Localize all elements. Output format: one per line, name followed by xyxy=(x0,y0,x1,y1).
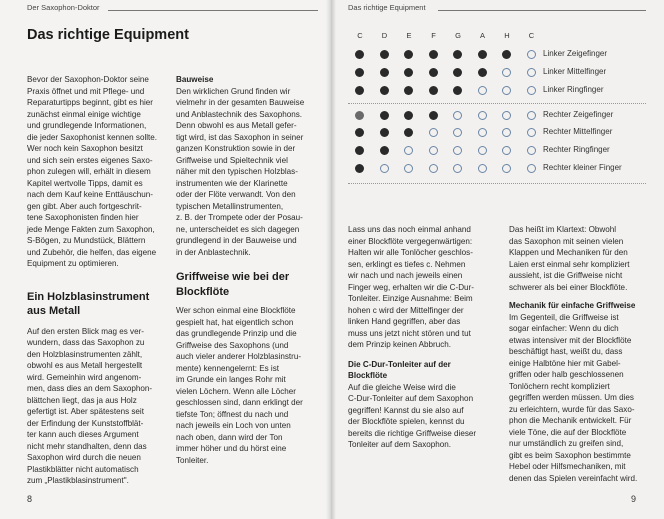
text-line: Halten wir alle Tonlöcher geschlos- xyxy=(348,248,473,257)
text-line: wundern, dass das Saxophon zu xyxy=(27,338,145,347)
tone-hole-open xyxy=(502,164,511,173)
text-line: Klappen und Mechaniken für den xyxy=(509,248,628,257)
right-page xyxy=(330,0,664,519)
tone-hole-open xyxy=(429,128,438,137)
text-line: ne, unterscheidet es sich dagegen xyxy=(176,224,300,234)
tone-hole-open xyxy=(478,86,487,95)
subheading-mechanik: Mechanik für einfache Griffweise xyxy=(509,301,636,310)
text-line: grundlegend in der Bauweise und xyxy=(176,236,297,245)
text-line: Das heißt im Klartext: Obwohl xyxy=(509,225,617,234)
subheading-bauweise: Bauweise xyxy=(176,75,214,84)
text-line: beschäftigt hast, weißt du, dass xyxy=(509,347,623,356)
tone-hole-open xyxy=(429,146,438,155)
tone-hole-closed xyxy=(453,50,462,59)
tone-hole-closed xyxy=(380,50,389,59)
text-line: schwerer als bei einer Blockflöte. xyxy=(509,282,628,292)
text-line: gen gibt. Aber auch fortgeschrit- xyxy=(27,201,142,211)
text-line: sogar einfacher: Wenn du dich xyxy=(509,324,619,333)
tone-hole-closed xyxy=(380,146,389,155)
text-line: Wer schon einmal eine Blockflöte xyxy=(176,306,296,315)
text-line: denen das Spielen vereinfacht wird. xyxy=(509,473,638,483)
book-spine-shadow xyxy=(326,0,336,519)
tone-hole-open xyxy=(527,50,536,59)
tone-hole-closed xyxy=(380,68,389,77)
text-line: Tonleiter auf dem Saxophon. xyxy=(348,440,452,449)
running-head-left: Der Saxophon-Doktor xyxy=(27,3,100,12)
text-line: zunächst einmal einige wichtige xyxy=(27,109,141,119)
text-line: nach jeweils ein Loch von unten xyxy=(176,421,291,430)
text-line: Kapitel wertvolle Tipps, damit es xyxy=(27,178,143,188)
tone-hole-closed xyxy=(380,86,389,95)
text-line: wir nach und nach jeweils einen xyxy=(348,271,463,280)
text-line: einige Halbtöne hier mit Gabel- xyxy=(509,358,621,368)
text-line: vielmehr in der gesamten Bauweise xyxy=(176,98,305,107)
text-line: Lass uns das noch einmal anhand xyxy=(348,225,471,234)
text-line: zum „Plastikblasinstrument". xyxy=(27,476,129,485)
tone-hole-open xyxy=(502,128,511,137)
right-column-1 xyxy=(348,224,498,451)
tone-hole-closed xyxy=(478,68,487,77)
tone-hole-open xyxy=(453,146,462,155)
text-line: S-Bögen, zu Mundstück, Blättern xyxy=(27,236,146,245)
tone-hole-closed xyxy=(355,68,364,77)
text-line: phon die Mechanik entwickelt. Für xyxy=(509,416,632,425)
text-line: C-Dur-Tonleiter auf dem Saxophon xyxy=(348,394,474,403)
text-line: Bevor der Saxophon-Doktor seine xyxy=(27,75,149,84)
section-heading-holzblas xyxy=(27,290,167,319)
finger-label: Rechter Ringfinger xyxy=(543,145,610,154)
tone-hole-closed xyxy=(355,164,364,173)
tone-hole-closed xyxy=(355,86,364,95)
tone-hole-open xyxy=(453,164,462,173)
tone-hole-closed xyxy=(380,128,389,137)
tone-hole-open xyxy=(502,86,511,95)
tone-hole-closed xyxy=(502,50,511,59)
text-line: z. B. der Trompete oder der Posau- xyxy=(176,213,303,222)
page-number-right: 9 xyxy=(631,494,637,504)
text-line: Wer noch kein Saxophon besitzt xyxy=(27,144,143,153)
section-heading-griffweise xyxy=(176,270,318,299)
tone-hole-closed xyxy=(429,68,438,77)
tone-hole-open xyxy=(453,128,462,137)
text-line: Plastikblätter nicht automatisch xyxy=(27,464,139,474)
text-line: Equipment zu optimieren. xyxy=(27,259,119,268)
text-line: linken Hand gegriffen, aber das xyxy=(348,317,461,326)
text-line: Tonlöchern recht kompliziert xyxy=(509,381,610,391)
tone-hole-open xyxy=(527,128,536,137)
text-line: Hebel oder Hilfsmechaniken, mit xyxy=(509,462,626,471)
finger-label: Linker Mittelfinger xyxy=(543,67,607,76)
tone-hole-open xyxy=(527,68,536,77)
tone-hole-open xyxy=(527,86,536,95)
tone-hole-closed xyxy=(429,86,438,95)
tone-hole-open xyxy=(527,164,536,173)
tone-hole-closed xyxy=(380,111,389,120)
text-line: tigt wird, ist das Saxophon in seiner xyxy=(176,132,304,142)
text-line: bereits die richtige Griffweise dieser xyxy=(348,428,477,438)
text-line: muss uns jetzt nicht stören und tut xyxy=(348,328,471,338)
text-line: typischen Metallinstrumenten, xyxy=(176,201,284,211)
tone-hole-open xyxy=(502,111,511,120)
text-line: und sich sein erstes eigenes Saxo- xyxy=(27,155,153,165)
subheading-c-dur xyxy=(348,359,498,382)
finger-label: Rechter kleiner Finger xyxy=(543,163,622,172)
text-line: Tonleiter. xyxy=(176,455,209,465)
text-line: Finger weg, erhalten wir die C-Dur- xyxy=(348,282,474,292)
chapter-title: Das richtige Equipment xyxy=(27,27,189,43)
text-line: tene Saxophonisten finden hier xyxy=(27,213,139,222)
text-line: gibt es beim Saxophon bestimmte xyxy=(509,450,631,460)
chart-bottom-rule xyxy=(348,183,646,184)
text-line: Die C-Dur-Tonleiter auf der xyxy=(348,359,451,369)
page-number-left: 8 xyxy=(27,494,33,504)
text-line: nach oben, dann wird der Ton xyxy=(176,432,283,442)
text-line: Griffweise und Spieltechnik viel xyxy=(176,155,288,165)
finger-label: Linker Ringfinger xyxy=(543,85,604,94)
text-line: zu erleichtern, wurde für das Saxo- xyxy=(509,404,635,414)
tone-hole-open xyxy=(478,128,487,137)
text-line: dem Prinzip keinen Abbruch. xyxy=(348,340,452,349)
text-line: Blockflöte xyxy=(176,285,230,298)
note-label: C xyxy=(528,31,535,40)
blockfloete-paragraph xyxy=(348,224,498,351)
tone-hole-open xyxy=(527,111,536,120)
text-line: Den wirklichen Grund finden wir xyxy=(176,86,291,96)
text-line: vielen Löchern. Wenn alle Löcher xyxy=(176,386,296,396)
text-line: Griffweise wie bei der xyxy=(176,271,290,283)
text-line: Tonleiter. Einzige Ausnahme: Beim xyxy=(348,294,473,303)
griffweise-paragraph xyxy=(176,305,318,466)
tone-hole-closed xyxy=(429,50,438,59)
text-line: Saxophon wird durch die neuen xyxy=(27,453,141,462)
tone-hole-closed xyxy=(404,86,413,95)
tone-hole-open xyxy=(478,164,487,173)
tone-hole-open xyxy=(502,68,511,77)
text-line: einer Blockflöte vergegenwärtigen: xyxy=(348,236,473,246)
text-line: und Anblastechnik des Saxophons. xyxy=(176,109,302,119)
text-line: blättchen liegt, das ja aus Holz xyxy=(27,395,137,405)
text-line: den Holzblasinstrumenten zählt, xyxy=(27,349,143,359)
text-line: und grundlegende Informationen, xyxy=(27,121,147,130)
holzblas-paragraph xyxy=(27,326,167,487)
left-column-1 xyxy=(27,74,167,487)
text-line: gegriffen! Kannst du sie also auf xyxy=(348,405,464,415)
text-line: ganzen Konstruktion sowie in der xyxy=(176,144,296,153)
bauweise-paragraph xyxy=(176,86,318,259)
note-label: G xyxy=(455,31,461,40)
finger-label: Rechter Zeigefinger xyxy=(543,110,614,119)
hand-separator xyxy=(348,103,646,104)
text-line: phon zulegen will, erhält in diesem xyxy=(27,167,151,176)
text-line: griffen oder halb geschlossenen xyxy=(509,370,624,379)
text-line: nicht mehr standhalten, denn das xyxy=(27,441,147,451)
tone-hole-open xyxy=(527,146,536,155)
text-line: der Blockflöte spielen, kennst du xyxy=(348,417,465,426)
text-line: das Saxophon mit seinen vielen xyxy=(509,236,624,246)
text-line: aussieht, ist die Griffweise nicht xyxy=(509,271,623,280)
text-line: oder der Flöte verwandt. Von den xyxy=(176,190,296,199)
tone-hole-open xyxy=(478,146,487,155)
tone-hole-closed xyxy=(404,128,413,137)
tone-hole-closed xyxy=(453,86,462,95)
text-line: viele Töne, die auf der Blockflöte xyxy=(509,427,627,437)
tone-hole-closed xyxy=(404,111,413,120)
text-line: gespielt hat, hat eigentlich schon xyxy=(176,317,294,327)
text-line: geschlossen sind, dann erklingt der xyxy=(176,398,303,407)
tone-hole-closed xyxy=(478,50,487,59)
note-label: H xyxy=(504,31,510,40)
text-line: mente) kennengelernt: Es ist xyxy=(176,363,280,373)
note-label: C xyxy=(357,31,363,40)
header-rule-right xyxy=(438,10,646,11)
text-line: näher mit den typischen Holzblas- xyxy=(176,167,298,176)
tone-hole-open xyxy=(453,111,462,120)
text-line: Ein Holzblasinstrument xyxy=(27,290,150,303)
text-line: Im Gegenteil, die Griffweise ist xyxy=(509,312,619,322)
text-line: nur umständlich zu greifen sind, xyxy=(509,439,624,448)
text-line: Praxis öffnet und mit Pflege- und xyxy=(27,86,145,96)
text-line: Blockflöte xyxy=(348,371,388,380)
text-line: der Erfindung der Kunststoffblät- xyxy=(27,418,144,428)
tone-hole-closed xyxy=(404,50,413,59)
tone-hole-half xyxy=(355,111,364,120)
text-line: men, dass dies an dem Saxophon- xyxy=(27,384,153,393)
text-line: ter kann auch dieses Argument xyxy=(27,430,139,439)
text-line: aus Metall xyxy=(27,305,81,317)
tone-hole-open xyxy=(429,164,438,173)
text-line: Auf den ersten Blick mag es ver- xyxy=(27,326,144,336)
text-line: das grundlegende Prinzip und die xyxy=(176,329,297,338)
text-line: in der Anblastechnik. xyxy=(176,247,251,257)
tone-hole-closed xyxy=(404,68,413,77)
text-line: die jeder Saxophonist kennen sollte. xyxy=(27,132,158,142)
text-line: gefertigt ist. Aber spätestens seit xyxy=(27,407,144,416)
note-label: F xyxy=(431,31,436,40)
text-line: Griffweise des Saxophons (und xyxy=(176,340,289,350)
klartext-paragraph xyxy=(509,224,651,293)
text-line: nach dem Kauf keine Enttäuschun- xyxy=(27,190,153,199)
note-label: D xyxy=(381,31,388,40)
finger-label: Rechter Mittelfinger xyxy=(543,127,613,136)
text-line: Laien erst einmal sehr kompliziert xyxy=(509,259,630,269)
text-line: wird. Gemeinhin wird angenom- xyxy=(27,372,142,382)
tone-hole-closed xyxy=(355,50,364,59)
note-label: A xyxy=(479,31,485,40)
text-line: gegriffen werden müssen. Um dies xyxy=(509,393,634,402)
running-head-right: Das richtige Equipment xyxy=(348,3,426,12)
tone-hole-open xyxy=(404,164,413,173)
tone-hole-closed xyxy=(429,111,438,120)
text-line: instrumenten wie der Klarinette xyxy=(176,178,288,188)
header-rule-left xyxy=(108,10,318,11)
tone-hole-closed xyxy=(453,68,462,77)
text-line: etwas intensiver mit der Blockflöte xyxy=(509,335,632,345)
c-dur-paragraph xyxy=(348,382,498,451)
tone-hole-open xyxy=(502,146,511,155)
tone-hole-open xyxy=(380,164,389,173)
text-line: sen, erklingt es tiefes c. Nehmen xyxy=(348,259,466,269)
text-line: obwohl es aus Metall hergestellt xyxy=(27,361,143,370)
text-line: immer höher und du hörst eine xyxy=(176,444,287,453)
left-page xyxy=(0,0,330,519)
text-line: Denn obwohl es aus Metall gefer- xyxy=(176,121,297,130)
tone-hole-closed xyxy=(355,128,364,137)
mechanik-paragraph xyxy=(509,312,651,485)
text-line: auch vieler anderer Holzblasinstru- xyxy=(176,352,302,361)
tone-hole-open xyxy=(478,111,487,120)
note-label: E xyxy=(406,31,412,40)
text-line: im Grunde ein langes Rohr mit xyxy=(176,375,286,384)
tone-hole-closed xyxy=(355,146,364,155)
text-line: tiefste Ton; öffnest du nach und xyxy=(176,409,289,419)
text-line: Auf die gleiche Weise wird die xyxy=(348,382,456,392)
finger-label: Linker Zeigefinger xyxy=(543,49,608,58)
left-column-2 xyxy=(176,74,318,466)
tone-hole-open xyxy=(404,146,413,155)
right-column-2 xyxy=(509,224,651,484)
text-line: hohen c wird der Mittelfinger der xyxy=(348,305,464,315)
text-line: Reparaturtipps beginnt, gibt es hier xyxy=(27,98,153,107)
text-line: und Zubehör, die helfen, das eigene xyxy=(27,247,157,257)
intro-paragraph xyxy=(27,74,167,270)
text-line: jede Menge Fakten zum Saxophon, xyxy=(27,224,155,234)
